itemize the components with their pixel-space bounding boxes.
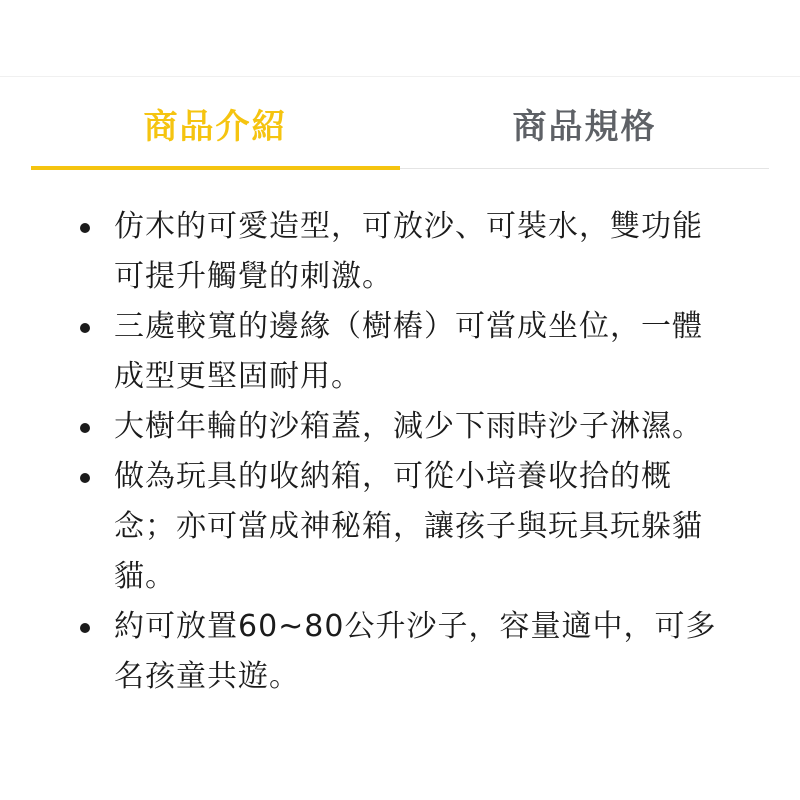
feature-line: 名孩童共遊。 <box>114 659 300 694</box>
feature-line: 做為玩具的收納箱，可從小培養收拾的概 <box>114 459 672 494</box>
tab-product-spec-label: 商品規格 <box>512 106 657 147</box>
tab-product-intro-label: 商品介紹 <box>143 106 288 147</box>
active-tab-underline <box>31 166 400 170</box>
bullet-icon <box>80 473 90 483</box>
feature-line: 三處較寬的邊緣（樹樁）可當成坐位，一體 <box>114 309 703 344</box>
bullet-icon <box>80 223 90 233</box>
feature-line: 仿木的可愛造型，可放沙、可裝水，雙功能 <box>114 209 703 244</box>
bullet-icon <box>80 323 90 333</box>
feature-line: 可提升觸覺的刺激。 <box>114 259 393 294</box>
list-item <box>78 452 768 602</box>
product-intro-content <box>78 202 768 702</box>
bullet-icon <box>80 423 90 433</box>
list-item <box>78 202 768 302</box>
top-divider <box>0 76 800 77</box>
bullet-icon <box>80 623 90 633</box>
feature-line: 大樹年輪的沙箱蓋，減少下雨時沙子淋濕。 <box>114 409 703 444</box>
feature-list <box>78 202 768 702</box>
list-item <box>78 402 768 452</box>
tab-product-spec[interactable] <box>400 78 769 168</box>
list-item <box>78 602 768 702</box>
tab-product-intro[interactable] <box>31 78 400 168</box>
feature-line: 成型更堅固耐用。 <box>114 359 362 394</box>
feature-line: 念；亦可當成神秘箱，讓孩子與玩具玩躲貓 <box>114 509 703 544</box>
feature-line: 貓。 <box>114 559 176 594</box>
list-item <box>78 302 768 402</box>
feature-line: 約可放置60~80公升沙子，容量適中，可多 <box>114 609 717 644</box>
product-tabs <box>31 78 769 169</box>
